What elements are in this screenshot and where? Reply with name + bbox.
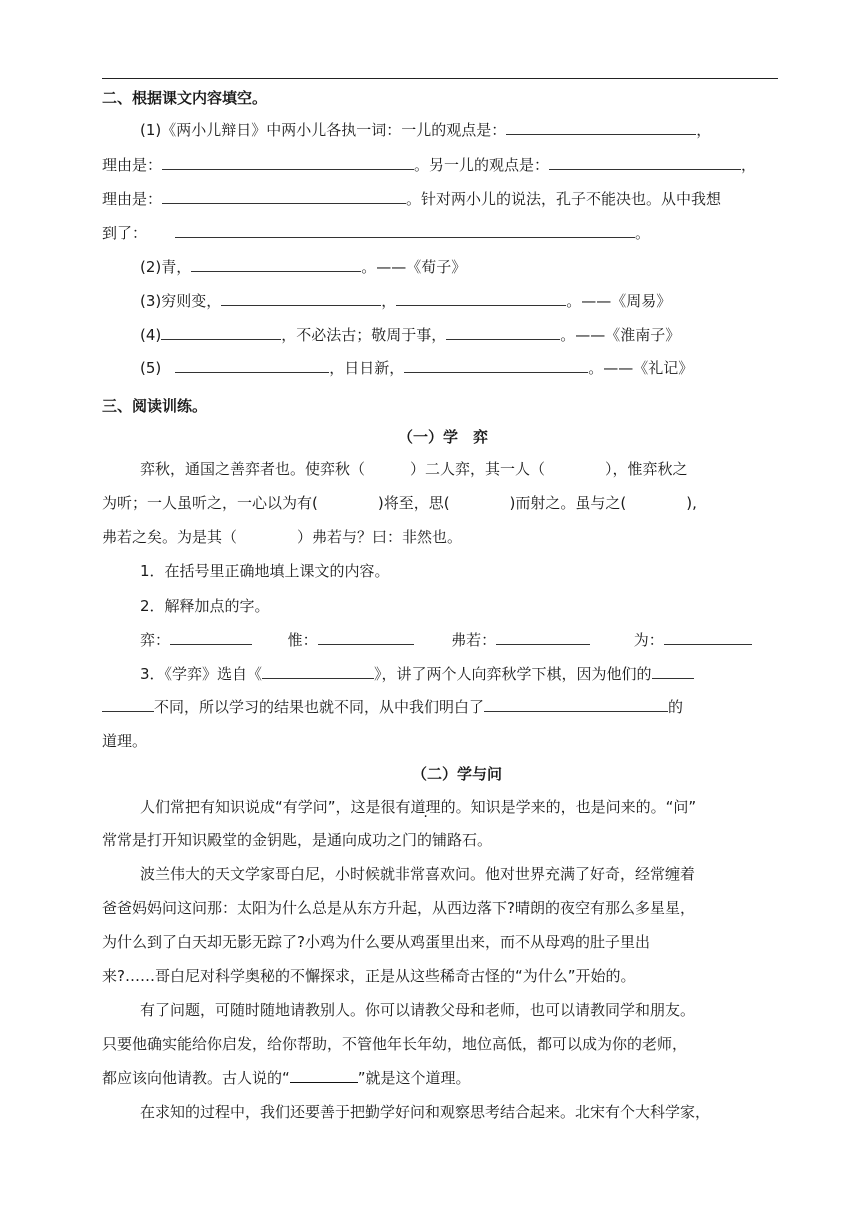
passage1-title: （一）学 弈 — [398, 428, 489, 446]
blank-field[interactable] — [484, 697, 668, 712]
passage2-p2-line-1: 波兰伟大的天文学家哥白尼，小时候就非常喜欢问。他对世界充满了好奇，经常缠着 — [140, 865, 696, 883]
blank-field[interactable] — [161, 325, 281, 340]
q2-line: (2)青， 。——《荀子》 — [140, 258, 467, 276]
passage1-line-1: 弈秋，通国之善弈者也。使弈秋（ ）二人弈，其一人（ ），惟弈秋之 — [140, 460, 688, 478]
q1-line-3: 理由是： 。针对两小儿的说法，孔子不能决也。从中我想 — [102, 190, 722, 208]
passage1-question-2: 2．解释加点的字。 — [140, 597, 270, 615]
passage1-question-3-line-2: 不同，所以学习的结果也就不同，从中我们明白了 的 — [102, 697, 683, 717]
blank-field[interactable] — [652, 664, 694, 679]
blank-field[interactable] — [318, 630, 414, 645]
blank-field[interactable] — [162, 155, 414, 170]
passage2-p4-line-1: 在求知的过程中，我们还要善于把勤学好问和观察思考结合起来。北宋有个大科学家， — [140, 1103, 711, 1121]
passage2-p1-line-2: 常常是打开知识殿堂的金钥匙，是通向成功之门的铺路石。 — [102, 831, 493, 849]
passage1-question-1: 1．在括号里正确地填上课文的内容。 — [140, 562, 390, 580]
q5-line: (5) ，日日新， 。——《礼记》 — [140, 359, 694, 377]
blank-field[interactable] — [221, 291, 381, 306]
blank-field[interactable] — [290, 1068, 358, 1083]
passage2-p1-line-1: 人们常把有知识说成“有学问”，这是很有道理的。知识是学来的，也是问来的。“问” — [140, 798, 697, 816]
q1-line-2: 理由是： 。另一儿的观点是： ， — [102, 156, 757, 174]
section2-heading: 二、根据课文内容填空。 — [102, 89, 268, 107]
emphasized-word: 道理 — [410, 798, 441, 816]
passage1-line-3: 弗若之矣。为是其（ ）弗若与？曰：非然也。 — [102, 528, 463, 546]
blank-field[interactable] — [664, 630, 752, 645]
passage2-title: （二）学与问 — [412, 765, 503, 783]
blank-field[interactable] — [191, 257, 361, 272]
passage2-p2-line-2: 爸爸妈妈问这问那：太阳为什么总是从东方升起，从西边落下?晴朗的夜空有那么多星星， — [102, 899, 695, 917]
blank-field[interactable] — [446, 325, 560, 340]
blank-field[interactable] — [170, 630, 252, 645]
q1-line-1: (1)《两小儿辩日》中两小儿各执一词：一儿的观点是： ， — [140, 121, 712, 139]
blank-field[interactable] — [175, 223, 635, 238]
blank-field[interactable] — [496, 630, 590, 645]
section3-heading: 三、阅读训练。 — [102, 397, 208, 415]
blank-field[interactable] — [262, 664, 374, 679]
blank-field[interactable] — [102, 697, 154, 712]
blank-field[interactable] — [404, 358, 588, 373]
q4-line: (4) ，不必法古；敬周于事， 。——《淮南子》 — [140, 326, 681, 344]
passage2-p3-line-3: 都应该向他请教。古人说的“ ”就是这个道理。 — [102, 1069, 471, 1087]
passage2-p2-line-4: 来?……哥白尼对科学奥秘的不懈探求，正是从这些稀奇古怪的“为什么”开始的。 — [102, 967, 636, 985]
passage2-p2-line-3: 为什么到了白天却无影无踪了?小鸡为什么要从鸡蛋里出来，而不从母鸡的肚子里出 — [102, 933, 650, 951]
passage2-p3-line-1: 有了问题，可随时随地请教别人。你可以请教父母和老师，也可以请教同学和朋友。 — [140, 1001, 696, 1019]
passage1-question-3-line-1: 3．《学弈》选自《 》，讲了两个人向弈秋学下棋，因为他们的 — [140, 664, 694, 684]
blank-field[interactable] — [175, 358, 329, 373]
passage1-line-2: 为听；一人虽听之，一心以为有( )将至，思( )而射之。虽与之( ), — [102, 494, 697, 512]
q1-line-4: 到了： 。 — [102, 224, 651, 242]
top-rule — [102, 78, 778, 79]
blank-field[interactable] — [162, 189, 406, 204]
blank-field[interactable] — [549, 155, 741, 170]
passage1-question-3-line-3: 道理。 — [102, 732, 148, 750]
q3-line: (3)穷则变， ， 。——《周易》 — [140, 292, 672, 310]
blank-field[interactable] — [506, 120, 696, 135]
blank-field[interactable] — [396, 291, 566, 306]
word-definitions: 弈： 惟： 弗若： 为： — [140, 630, 752, 650]
passage2-p3-line-2: 只要他确实能给你启发，给你帮助，不管他年长年幼，地位高低，都可以成为你的老师， — [102, 1035, 688, 1053]
